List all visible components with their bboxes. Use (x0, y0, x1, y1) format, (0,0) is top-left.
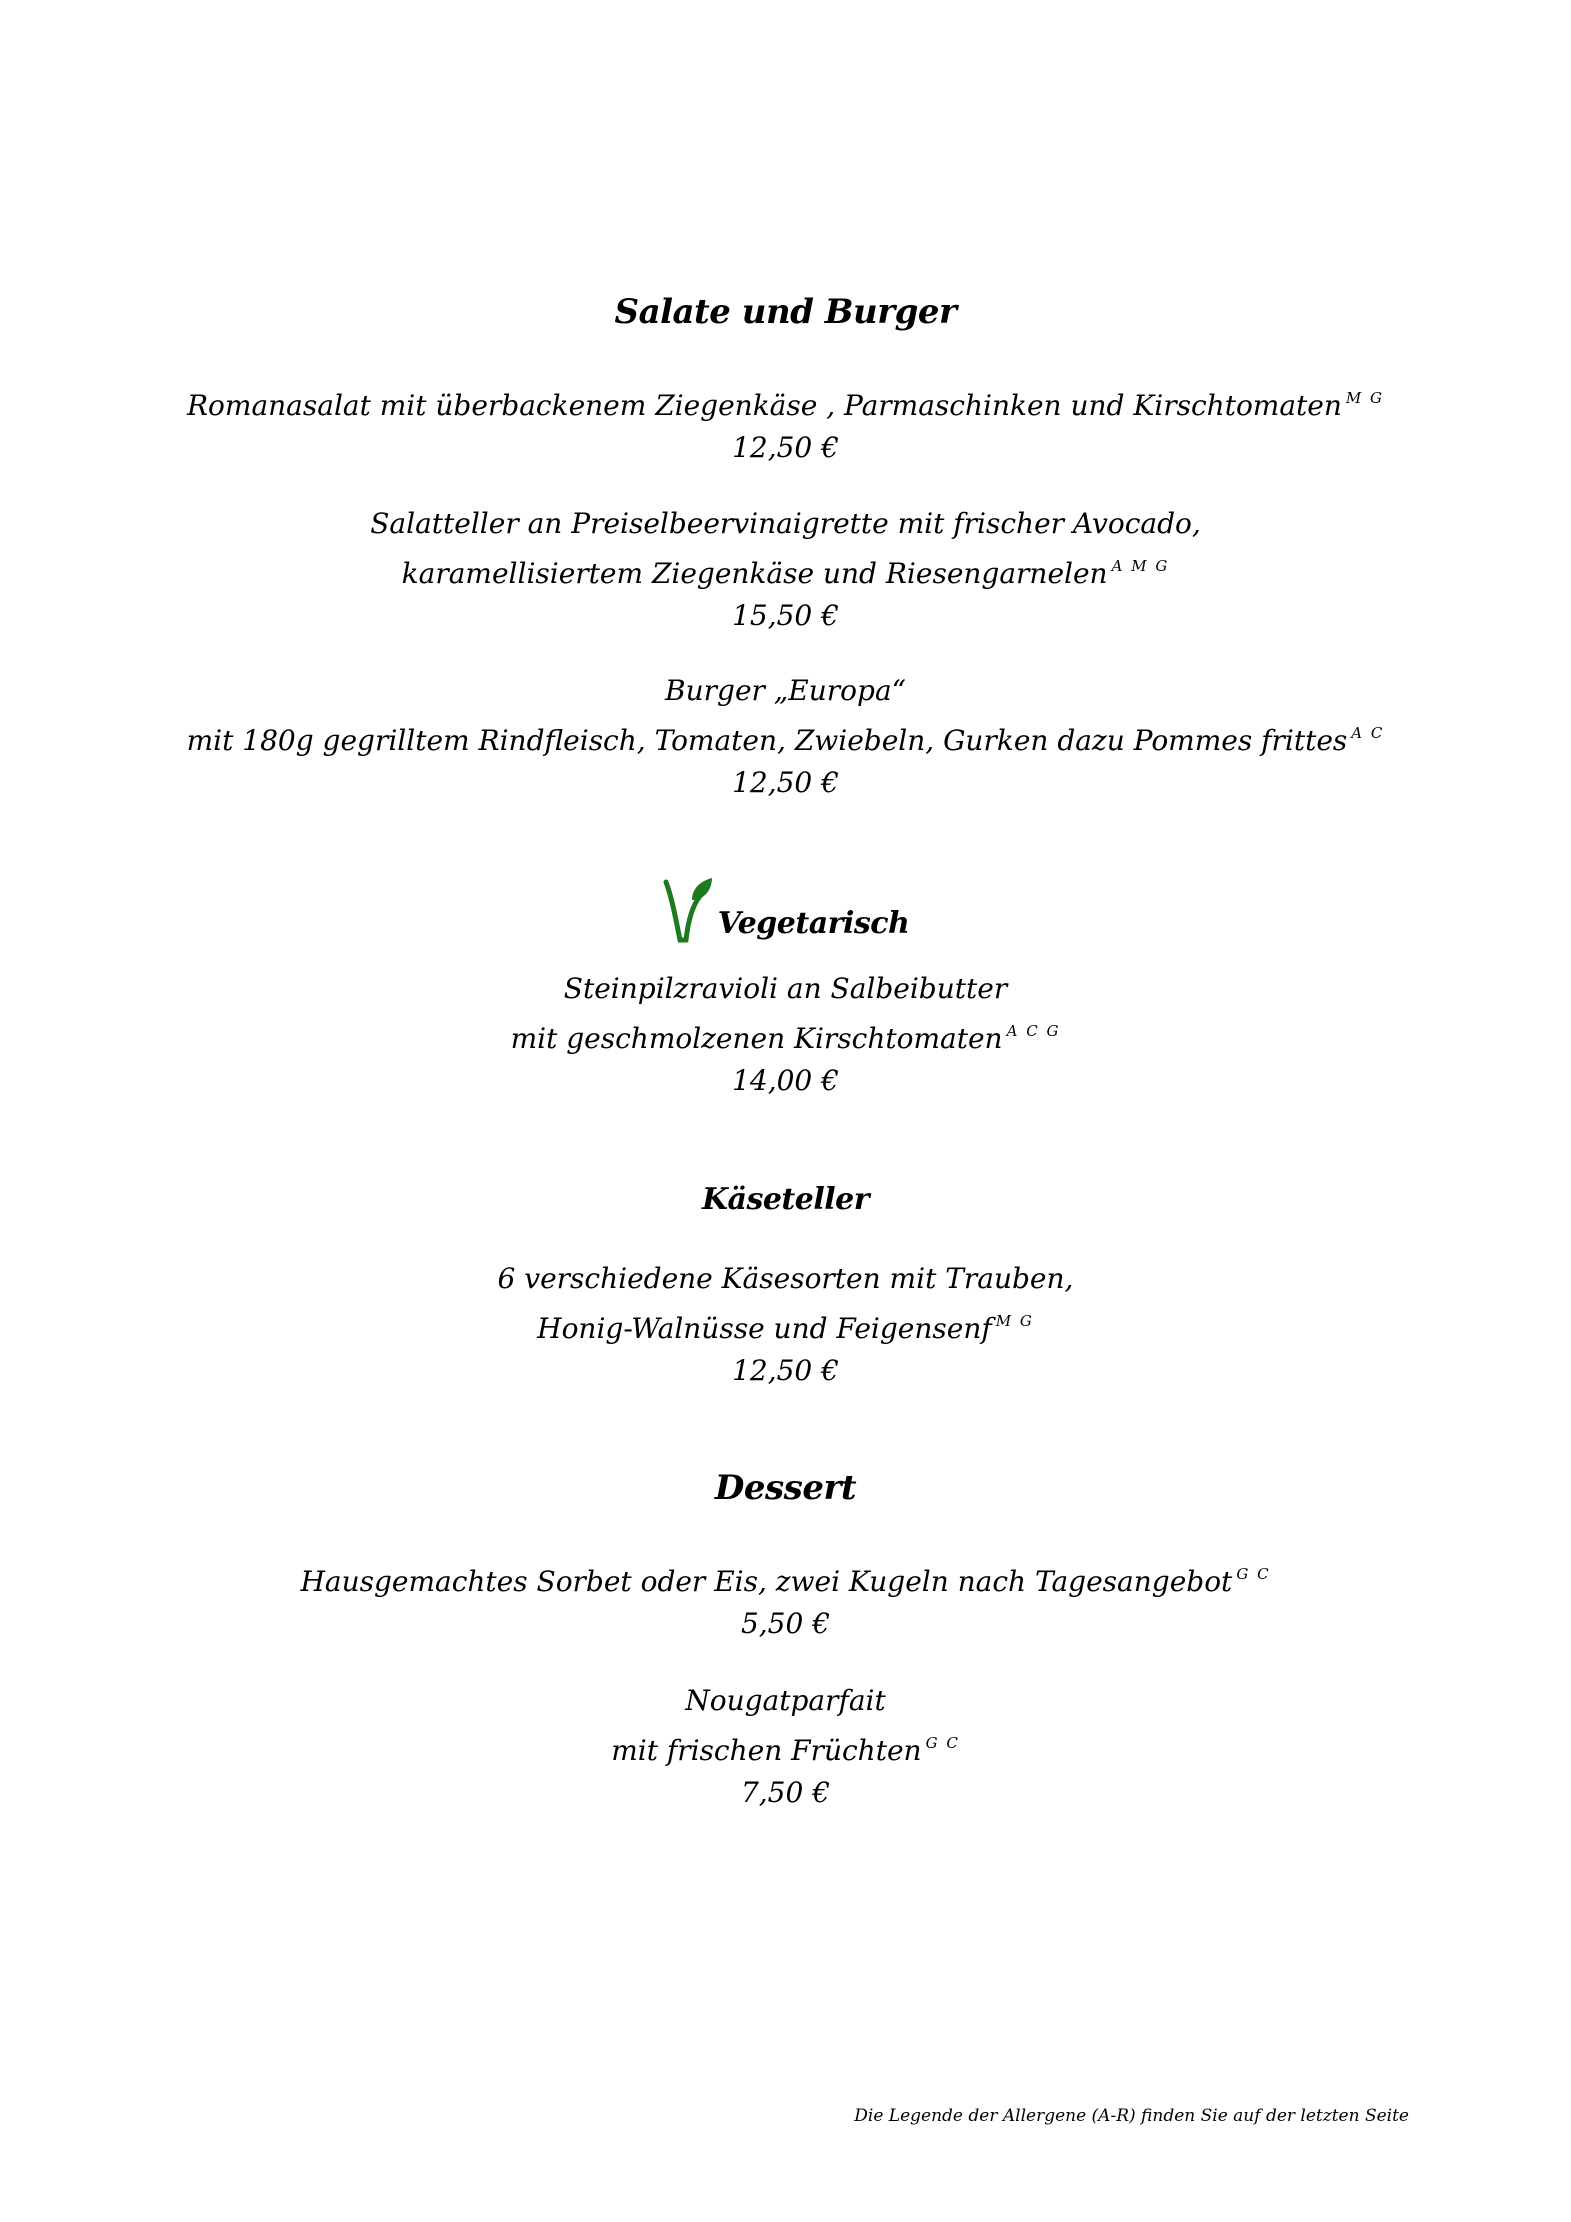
item-description-line: Burger „Europa“ (665, 674, 906, 707)
menu-item-sorbet-eis (0, 1553, 1571, 1645)
menu-item-kaeseteller (0, 1258, 1571, 1392)
allergen-codes: G C (925, 1734, 960, 1752)
menu-item-steinpilzravioli (0, 968, 1571, 1102)
allergen-codes: A C (1351, 724, 1385, 742)
item-price: 14,00 € (732, 1064, 839, 1097)
item-description-line: Hausgemachtes Sorbet oder Eis, zwei Kugeln nach Tagesangebot $^{G C}$ (300, 1565, 1271, 1598)
menu-item-romanasalat (0, 377, 1571, 469)
section-title-dessert: Dessert (714, 1468, 857, 1508)
vegetarian-leaf-icon (662, 876, 714, 944)
allergen-codes: M G (995, 1312, 1034, 1330)
allergen-codes: A M G (1111, 557, 1170, 575)
menu-item-salatteller (0, 503, 1571, 637)
item-price: 7,50 € (740, 1776, 831, 1809)
section-header-vegetarisch (0, 876, 1571, 946)
menu-item-nougatparfait (0, 1680, 1571, 1814)
item-description-line: mit geschmolzenen Kirschtomaten $^{A C G}$ (510, 1022, 1061, 1055)
menu-item-burger-europa (0, 670, 1571, 804)
allergen-legend-footnote: Die Legende der Allergene (A-R) finden Sie auf der letzten Seite (854, 2106, 1409, 2126)
item-price: 5,50 € (740, 1607, 831, 1640)
item-price: 12,50 € (732, 1354, 839, 1387)
item-description-line: Steinpilzravioli an Salbeibutter (563, 972, 1008, 1005)
item-price: 12,50 € (732, 431, 839, 464)
item-price: 15,50 € (732, 599, 839, 632)
item-description-line: mit frischen Früchten $^{G C}$ (611, 1734, 960, 1767)
allergen-codes: M G (1345, 389, 1385, 407)
item-description-line: karamellisiertem Ziegenkäse und Riesengarnelen $^{A M G}$ (401, 557, 1170, 590)
section-title-kaeseteller: Käseteller (701, 1182, 870, 1217)
allergen-codes: G C (1236, 1565, 1271, 1583)
item-description-line: Honig-Walnüsse und Feigensenf $^{M G}$ (537, 1312, 1034, 1345)
item-price: 12,50 € (732, 766, 839, 799)
item-description-line: Romanasalat mit überbackenem Ziegenkäse , Parmaschinken und Kirschtomaten $^{M G}$ (186, 389, 1385, 422)
section-title-vegetarisch: Vegetarisch (717, 906, 910, 941)
item-description-line: 6 verschiedene Käsesorten mit Trauben, (497, 1262, 1074, 1295)
item-description-line: Salatteller an Preiselbeervinaigrette mit frischer Avocado, (370, 507, 1201, 540)
item-description-line: Nougatparfait (685, 1684, 886, 1717)
section-title-salate-burger: Salate und Burger (614, 292, 957, 332)
allergen-codes: A C G (1006, 1022, 1061, 1040)
item-description-line: mit 180g gegrilltem Rindfleisch, Tomaten, Zwiebeln, Gurken dazu Pommes frittes $^{A C}$ (186, 724, 1385, 757)
